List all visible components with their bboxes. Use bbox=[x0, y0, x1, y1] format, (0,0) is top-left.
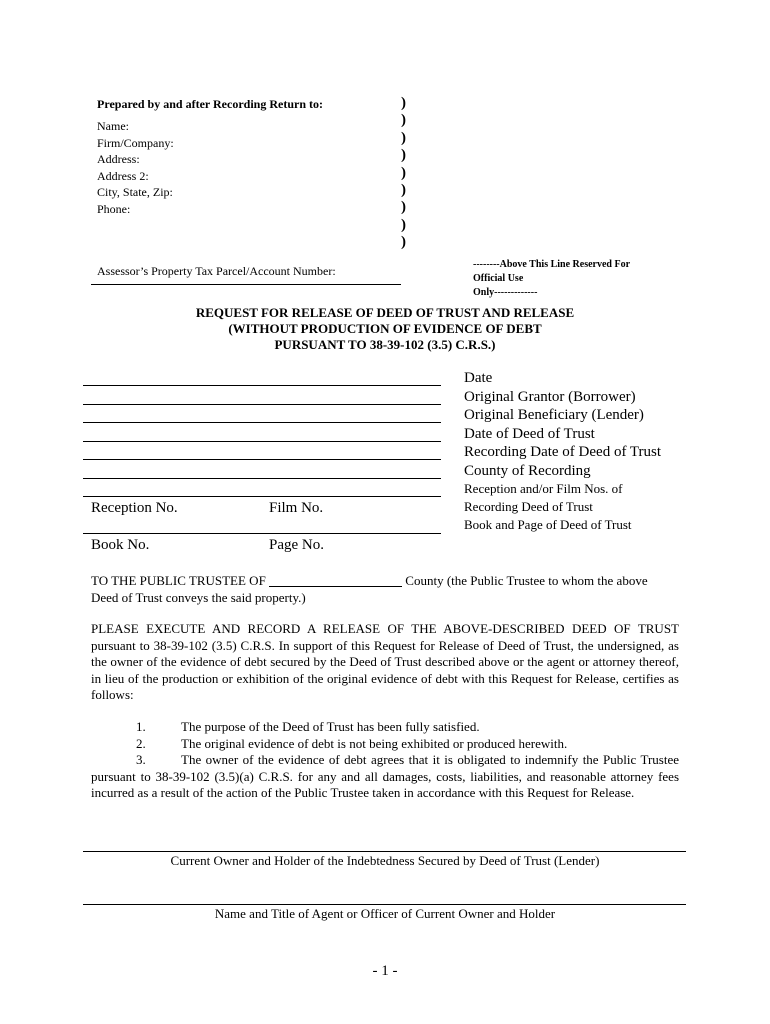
county-label: County of Recording bbox=[464, 463, 591, 479]
recording-date-input-line[interactable] bbox=[83, 459, 441, 460]
book-page-label: Book and Page of Deed of Trust bbox=[464, 517, 632, 532]
page-no-label: Page No. bbox=[269, 537, 324, 553]
document-title bbox=[0, 305, 770, 353]
item-3-text: The owner of the evidence of debt agrees that it is obligated to indemnify the Public Trustee pursuant to 38-39-102 (3.5)(a) C.R.S. for any and all damages, costs, liabilities, and reasonable attorney fees incurred as a result of the action of the Public Trustee taken in accordance with this Request for Release. bbox=[91, 752, 679, 800]
agent-signature-line[interactable] bbox=[83, 904, 686, 905]
reception-no-label: Reception No. bbox=[91, 500, 178, 516]
deed-date-input-line[interactable] bbox=[83, 441, 441, 442]
official-use-note bbox=[473, 258, 643, 300]
return-address-fields bbox=[97, 118, 174, 217]
title-line-2: (WITHOUT PRODUCTION OF EVIDENCE OF DEBT bbox=[228, 321, 542, 336]
page-number: - 1 - bbox=[372, 963, 398, 979]
official-use-note-line1: --------Above This Line Reserved For Official Use bbox=[473, 259, 630, 284]
recording-date-label: Recording Date of Deed of Trust bbox=[464, 444, 662, 460]
city-state-zip-field-label: City, State, Zip: bbox=[97, 185, 173, 199]
book-no-label: Book No. bbox=[91, 537, 150, 553]
firm-field-label: Firm/Company: bbox=[97, 135, 174, 150]
agent-signature-caption: Name and Title of Agent or Officer of Current Owner and Holder bbox=[214, 906, 556, 921]
county-input-line[interactable] bbox=[83, 478, 441, 479]
grantor-input-line[interactable] bbox=[83, 404, 441, 405]
film-no-label: Film No. bbox=[269, 500, 324, 516]
beneficiary-input-line[interactable] bbox=[83, 422, 441, 423]
name-field-label: Name: bbox=[97, 119, 129, 133]
assessor-parcel-label: Assessor’s Property Tax Parcel/Account Number: bbox=[97, 264, 336, 278]
title-line-3: PURSUANT TO 38-39-102 (3.5) C.R.S.) bbox=[274, 337, 496, 352]
date-input-line[interactable] bbox=[83, 385, 441, 386]
address-field-label: Address: bbox=[97, 152, 140, 166]
trustee-line-2: Deed of Trust conveys the said property.) bbox=[91, 589, 306, 605]
bracket-column: ) ) ) ) ) ) ) ) ) bbox=[401, 95, 406, 251]
phone-field-label: Phone: bbox=[97, 201, 131, 216]
reception-nos-label-2: Recording Deed of Trust bbox=[464, 499, 593, 514]
book-page-input-line[interactable] bbox=[83, 533, 441, 534]
owner-signature-caption: Current Owner and Holder of the Indebtedness Secured by Deed of Trust (Lender) bbox=[170, 853, 600, 868]
reception-nos-input-line[interactable] bbox=[83, 496, 441, 497]
item-3-number: 3. bbox=[136, 752, 146, 767]
date-label: Date bbox=[464, 370, 493, 386]
owner-signature-line[interactable] bbox=[83, 851, 686, 852]
item-1-text: The purpose of the Deed of Trust has been fully satisfied. bbox=[181, 719, 480, 734]
official-use-note-line2: Only------------- bbox=[473, 287, 538, 298]
item-2-text: The original evidence of debt is not being exhibited or produced herewith. bbox=[181, 736, 568, 751]
grantor-label: Original Grantor (Borrower) bbox=[464, 389, 636, 405]
trustee-prefix: TO THE PUBLIC TRUSTEE OF bbox=[91, 573, 266, 588]
reception-nos-label-1: Reception and/or Film Nos. of bbox=[464, 481, 623, 496]
prepared-by-heading: Prepared by and after Recording Return to: bbox=[97, 97, 323, 111]
address2-field-label: Address 2: bbox=[97, 168, 149, 183]
assessor-line bbox=[91, 284, 401, 285]
request-paragraph: PLEASE EXECUTE AND RECORD A RELEASE OF THE ABOVE-DESCRIBED DEED OF TRUST pursuant to 38-39-102 (3.5) C.R.S. In support of this Request for Release of Deed of Trust, the undersigned, as the owner of the evidence of debt secured by the Deed of Trust described above or the agent or attorney thereof, in lieu of the production or exhibition of the original evidence of debt with this Request for Release, certifies as follows: bbox=[91, 621, 679, 702]
title-line-1: REQUEST FOR RELEASE OF DEED OF TRUST AND RELEASE bbox=[195, 305, 575, 320]
beneficiary-label: Original Beneficiary (Lender) bbox=[464, 407, 644, 423]
trustee-paragraph bbox=[91, 572, 679, 606]
county-blank-line[interactable] bbox=[269, 572, 402, 587]
deed-date-label: Date of Deed of Trust bbox=[464, 426, 595, 442]
item-1-number: 1. bbox=[136, 719, 146, 734]
trustee-suffix: County (the Public Trustee to whom the above bbox=[405, 573, 648, 588]
item-2-number: 2. bbox=[136, 736, 146, 751]
